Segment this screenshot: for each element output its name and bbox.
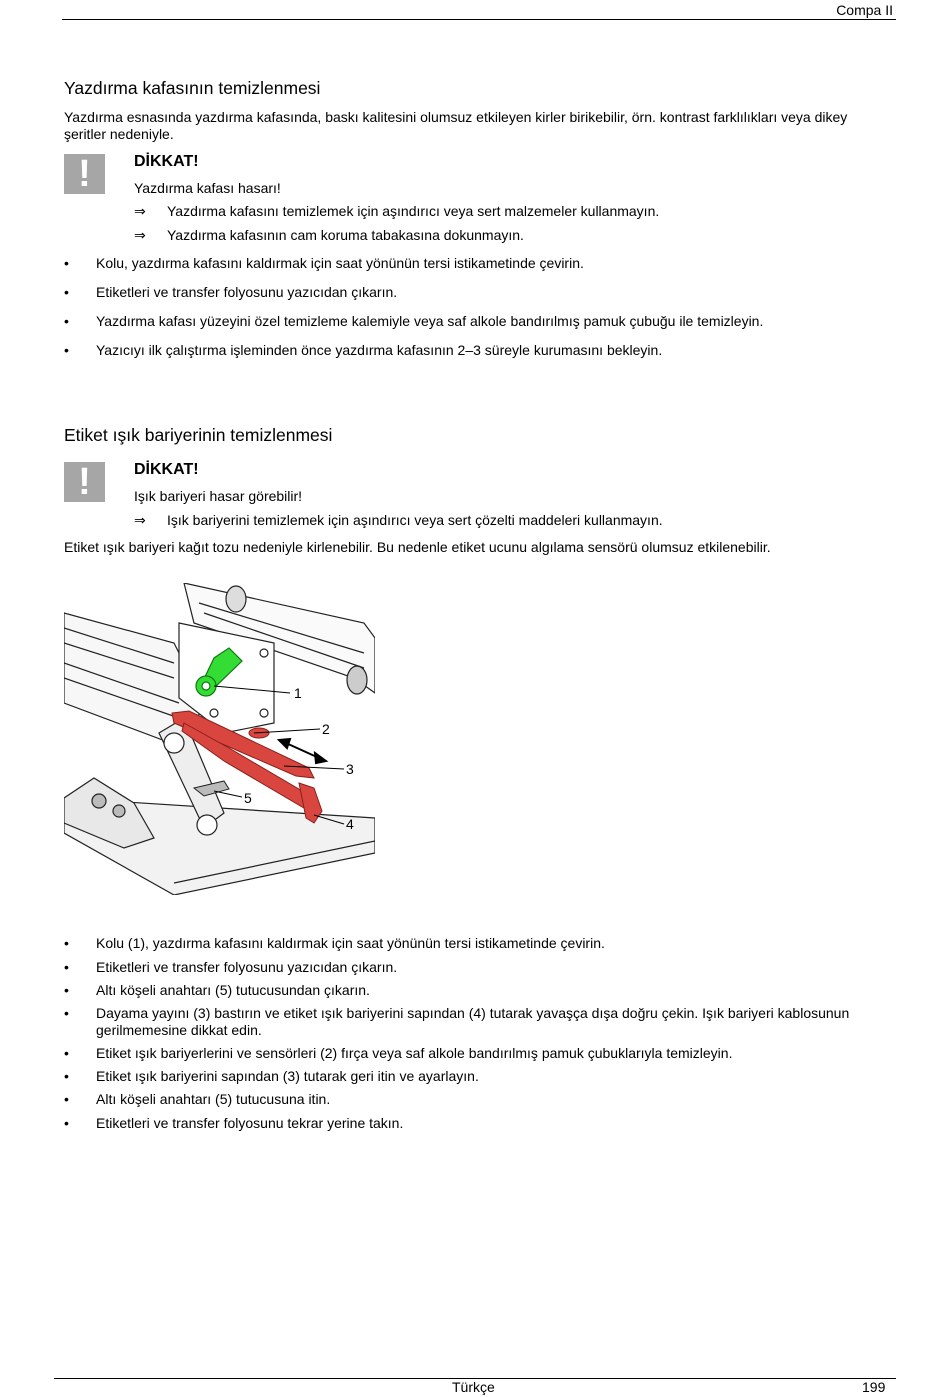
list-item: • Altı köşeli anahtarı (5) tutucusundan çıkarın. <box>64 982 370 998</box>
warning-title: DİKKAT! <box>134 153 199 170</box>
header-rule <box>62 19 896 20</box>
warning-icon: ! <box>64 154 105 194</box>
list-item: • Etiket ışık bariyerini sapından (3) tutarak geri itin ve ayarlayın. <box>64 1068 479 1084</box>
bullet-icon: • <box>64 935 69 951</box>
list-item: • Etiketleri ve transfer folyosunu yazıcıdan çıkarın. <box>64 959 398 975</box>
callout-label: 2 <box>322 721 330 737</box>
warning-icon: ! <box>64 462 105 502</box>
section-heading-light-barrier-cleaning: Etiket ışık bariyerinin temizlenmesi <box>64 425 333 445</box>
bullet-icon: • <box>64 1115 69 1131</box>
warning-text: Yazdırma kafası hasarı! <box>134 180 281 196</box>
callout-label: 1 <box>294 685 302 701</box>
warning-instruction-text: Yazdırma kafasının cam koruma tabakasına dokunmayın. <box>167 227 524 243</box>
section1-intro: Yazdırma esnasında yazdırma kafasında, baskı kalitesini olumsuz etkileyen kirler birikebilir, örn. kontrast farklılıkları veya dikey şeritler nedeniyle. <box>64 109 848 142</box>
list-item: • Altı köşeli anahtarı (5) tutucusuna itin. <box>64 1091 331 1107</box>
list-item: • Etiket ışık bariyerlerini ve sensörleri (2) fırça veya saf alkole bandırılmış pamuk çubuklarıyla temizleyin. <box>64 1045 733 1061</box>
footer-language: Türkçe <box>452 1379 495 1395</box>
page-number: 199 <box>862 1379 886 1395</box>
list-item: • Dayama yayını (3) bastırın ve etiket ışık bariyerini sapından (4) tutarak yavaşça dışa doğru çekin. Işık bariyeri kablosunun gerilmemesine dikkat edin. <box>64 1005 850 1038</box>
section2-intro: Etiket ışık bariyeri kağıt tozu nedeniyle kirlenebilir. Bu nedenle etiket ucunu algılama sensörü olumsuz etkilenebilir. <box>64 539 771 555</box>
list-item: • Etiketleri ve transfer folyosunu tekrar yerine takın. <box>64 1115 404 1131</box>
bullet-icon: • <box>64 313 69 329</box>
warning-instruction-text: Işık bariyerini temizlemek için aşındırıcı veya sert çözelti maddeleri kullanmayın. <box>167 512 663 528</box>
arrow-icon: ⇒ <box>134 203 146 219</box>
list-item: • Etiketleri ve transfer folyosunu yazıcıdan çıkarın. <box>64 284 398 300</box>
callout-label: 4 <box>346 816 354 832</box>
arrow-icon: ⇒ <box>134 512 146 528</box>
callout-label: 3 <box>346 761 354 777</box>
printer-mechanism-figure <box>64 583 375 895</box>
list-item: • Yazdırma kafası yüzeyini özel temizleme kalemiyle veya saf alkole bandırılmış pamuk çubuğu ile temizleyin. <box>64 313 764 329</box>
bullet-icon: • <box>64 1045 69 1061</box>
bullet-icon: • <box>64 255 69 271</box>
callout-label: 5 <box>244 790 252 806</box>
document-title: Compa II <box>836 2 893 18</box>
list-item: • Kolu, yazdırma kafasını kaldırmak için saat yönünün tersi istikametinde çevirin. <box>64 255 584 271</box>
bullet-icon: • <box>64 1068 69 1084</box>
bullet-icon: • <box>64 959 69 975</box>
list-item: • Yazıcıyı ilk çalıştırma işleminden önce yazdırma kafasının 2–3 süreyle kurumasını bekleyin. <box>64 342 663 358</box>
bullet-icon: • <box>64 1005 69 1021</box>
warning-text: Işık bariyeri hasar görebilir! <box>134 488 303 504</box>
warning-instruction-text: Yazdırma kafasını temizlemek için aşındırıcı veya sert malzemeler kullanmayın. <box>167 203 660 219</box>
section-heading-printhead-cleaning: Yazdırma kafasının temizlenmesi <box>64 78 321 98</box>
bullet-icon: • <box>64 284 69 300</box>
bullet-icon: • <box>64 1091 69 1107</box>
warning-title: DİKKAT! <box>134 461 199 478</box>
bullet-icon: • <box>64 982 69 998</box>
arrow-icon: ⇒ <box>134 227 146 243</box>
bullet-icon: • <box>64 342 69 358</box>
list-item: • Kolu (1), yazdırma kafasını kaldırmak için saat yönünün tersi istikametinde çevirin. <box>64 935 605 951</box>
